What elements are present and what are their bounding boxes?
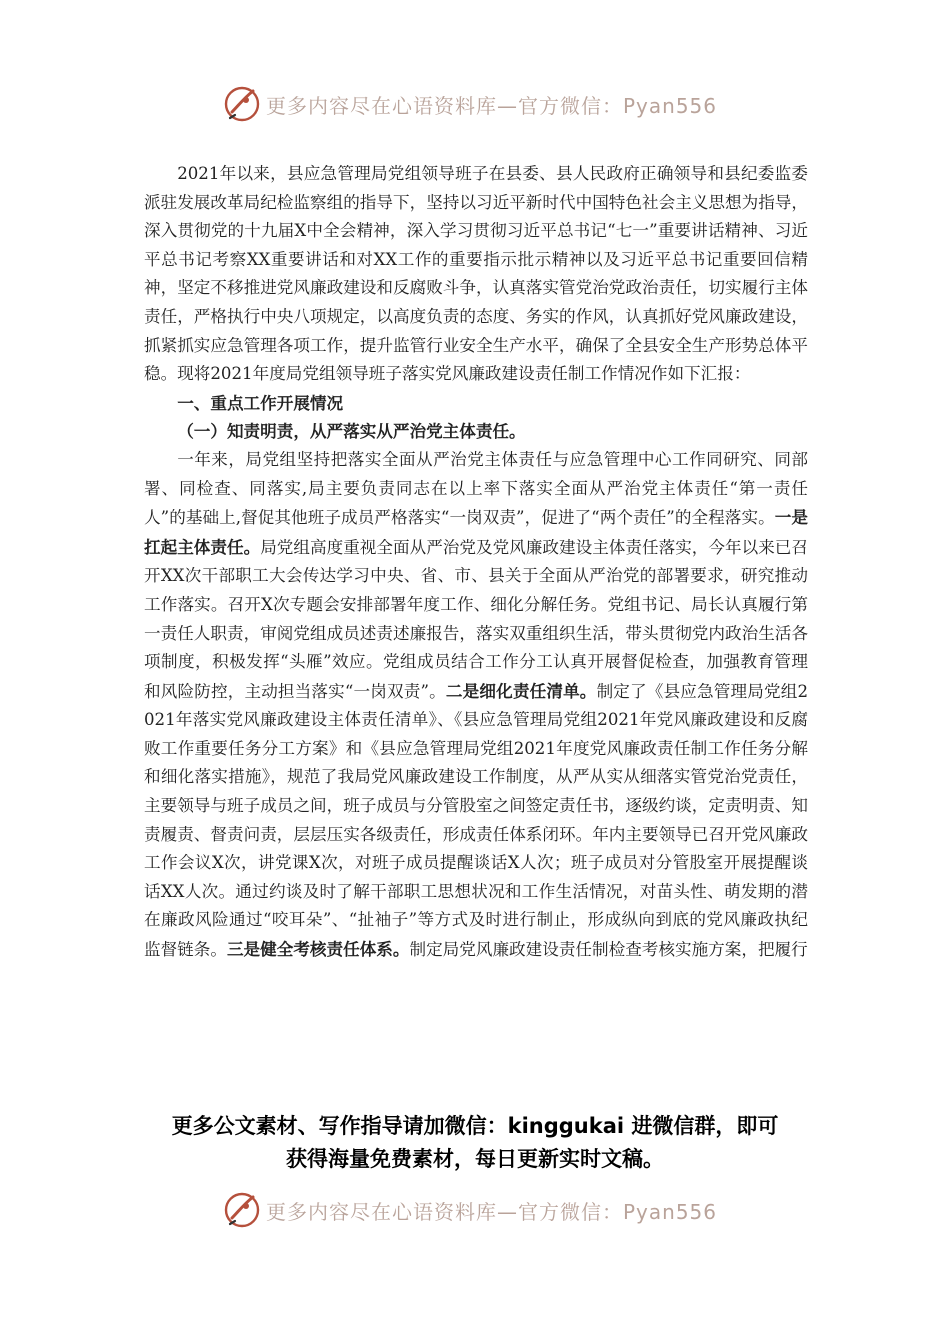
pen-logo-icon [222,84,262,124]
promo-line-1: 更多公文素材、写作指导请加微信：kinggukai 进微信群，即可 [171,1114,779,1138]
promo-line-2: 获得海量免费素材，每日更新实时文稿。 [286,1147,664,1171]
section-heading: 一、重点工作开展情况 [177,392,344,413]
bold-run: 二是细化责任清单。 [445,680,597,701]
text-run: 制定局党风廉政建设责任制检查考核实施方案，把履行 [409,940,808,960]
header-banner [222,84,717,124]
banner-text: 更多内容尽在心语资料库—官方微信：Pyan556 [266,1199,718,1224]
bold-run: 三是健全考核责任体系。 [226,939,410,960]
pen-logo-icon [222,1190,262,1230]
text-run: 一年来，局党组坚持把落实全面从严治党主体责任与应急管理中心工作同研究、同部署、同检查、同落实,局主要负责同志在以上率下落实全面从严治党主体责任“第一责任人”的基础上,督促其他班子成员严格落实“一岗双责”，促进了“两个责任”的全程落实。 [144,449,808,528]
subsection-heading: （一）知责明责，从严落实从严治党主体责任。 [177,421,526,442]
document-body [144,160,808,965]
text-run: 制定了《县应急管理局党组2021年落实党风廉政建设主体责任清单》、《县应急管理局党组2021年党风廉政建设和反腐败工作重要任务分工方案》和《县应急管理局党组2021年度党风廉政责任制工作任务分解和细化落实措施》，规范了我局党风廉政建设工作制度，从严从实从细落实管党治党责任，主要领导与班子成员之间，班子成员与分管股室之间签定责任书，逐级约谈，定责明责、知责履责、督责问责，层层压实各级责任，形成责任体系闭环。年内主要领导已召开党风廉政工作会议X次，讲党课X次，对班子成员提醒谈话X人次；班子成员对分管股室开展提醒谈话XX人次。通过约谈及时了解干部职工思想状况和工作生活情况，对苗头性、萌发期的潜在廉政风险通过“咬耳朵”、“扯袖子”等方式及时进行制止，形成纵向到底的党风廉政执纪监督链条。 [144,681,809,960]
footer-banner [222,1190,717,1230]
text-run: 局党组高度重视全面从严治党及党风廉政建设主体责任落实，今年以来已召开XX次干部职工大会传达学习中央、省、市、县关于全面从严治党的部署要求，研究推动工作落实。召开X次专题会安排部署年度工作、细化分解任务。党组书记、局长认真履行第一责任人职责，审阅党组成员述责述廉报告，落实双重组织生活，带头贯彻党内政治生活各项制度，积极发挥“头雁”效应。党组成员结合工作分工认真开展督促检查，加强教育管理和风险防控，主动担当落实“一岗双责”。 [144,537,808,701]
bold-run: 一是扛起主体责任。 [144,507,808,557]
body-paragraph [144,446,808,965]
intro-paragraph: 2021年以来，县应急管理局党组领导班子在县委、县人民政府正确领导和县纪委监委派驻发展改革局纪检监察组的指导下，坚持以习近平新时代中国特色社会主义思想为指导，深入贯彻党的十九届X中全会精神，深入学习贯彻习近平总书记“七一”重要讲话精神、习近平总书记考察XX重要讲话和对XX工作的重要指示批示精神以及习近平总书记重要回信精神，坚定不移推进党风廉政建设和反腐败斗争，认真落实管党治党政治责任，切实履行主体责任，严格执行中央八项规定，以高度负责的态度、务实的作风，认真抓好党风廉政建设，抓紧抓实应急管理各项工作，提升监管行业安全生产水平，确保了全县安全生产形势总体平稳。现将2021年度局党组领导班子落实党风廉政建设责任制工作情况作如下汇报： [144,164,808,384]
banner-text: 更多内容尽在心语资料库—官方微信：Pyan556 [266,93,718,118]
promo-notice [100,1110,850,1176]
